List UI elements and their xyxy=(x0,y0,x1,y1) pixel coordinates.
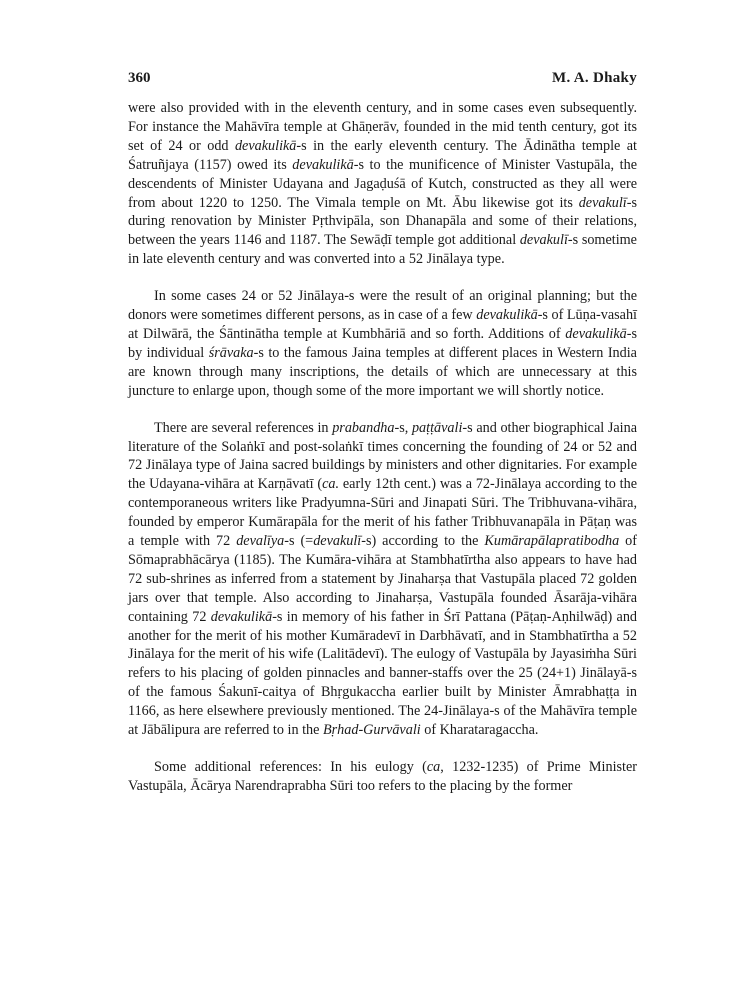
text-run: -s during renovation by Minister Pṛthvipāla, son Dhanapāla and some of their relations, between the years 1146 and 1187. The Sewāḍī temple got additional xyxy=(128,194,637,249)
text-run: In some cases 24 or 52 Jinālaya-s were the result of an original planning; but the donors were sometimes different persons, as in case of a few xyxy=(128,288,637,324)
text-run: -s (= xyxy=(284,533,314,550)
text-run: -s to the famous Jaina temples at different places in Western India are known through many inscriptions, the details of which are unnecessary at this juncture to enlarge upon, though some of the more important we will shortly notice. xyxy=(128,344,637,399)
italic-term: ca. xyxy=(322,476,340,493)
text-run: -s in memory of his father in Śrī Pattana (Pāṭaṇ-Aṇhilwāḍ) and another for the merit of his mother Kumāradevī in Darbhāvatī, and in Stambhatīrtha a 52 Jinālaya for the merit of his wife (Lalitādevī). The eulogy of Vastupāla by Jayasiṁha Sūri refers to his placing of golden pinnacles and banner-staffs over the 25 (24+1) Jinālayā-s of the famous Śakunī-caitya of Bhṛgukaccha earlier built by Minister Āmrabhaṭṭa in 1166, as here elsewhere previously mentioned. The 24-Jinālaya-s of the Mahāvīra temple at Jābālipura are referred to in the xyxy=(128,608,638,739)
italic-term: śrāvaka xyxy=(208,344,254,361)
italic-term: prabandha xyxy=(332,419,395,436)
italic-term: devakulī xyxy=(519,232,568,249)
italic-term: devakulikā xyxy=(292,156,354,173)
text-run: -s sometime in late eleventh century and was converted into a 52 Jinālaya type. xyxy=(128,232,637,268)
text-run: -s and other biographical Jaina literature of the Solaṅkī and post-solaṅkī times concerning the founding of 24 or 52 and 72 Jinālaya type of Jaina sacred buildings by ministers and other dignitaries. For example the Udayana-vihāra at Karṇāvatī ( xyxy=(128,419,637,493)
paragraph xyxy=(128,99,637,269)
italic-term: devakulikā xyxy=(234,137,297,154)
author-name: M. A. Dhaky xyxy=(552,70,637,86)
body-text xyxy=(128,99,637,796)
running-header xyxy=(128,70,637,90)
italic-term: paṭṭāvali xyxy=(411,419,463,436)
italic-term: ca xyxy=(426,759,441,775)
page-number: 360 xyxy=(128,70,151,86)
text-run: -s to the munificence of Minister Vastupāla, the descendents of Minister Udayana and Jagaḍuśā of Kutch, constructed as they all were from about 1220 to 1250. The Vimala temple on Mt. Ābu likewise got its xyxy=(128,156,637,211)
italic-term: devakulī xyxy=(578,194,627,211)
text-run: -s, xyxy=(394,419,412,436)
italic-term: Bṛhad-Gurvāvali xyxy=(322,722,421,739)
text-run: There are several references in xyxy=(154,419,333,436)
italic-term: devakulikā xyxy=(565,325,627,342)
italic-term: devakulikā xyxy=(210,608,273,625)
italic-term: devalīya xyxy=(236,533,285,550)
text-run: -s by individual xyxy=(128,325,637,361)
text-run: -s in the early eleventh century. The Ādinātha temple at Śatruñjaya (1157) owed its xyxy=(128,137,637,173)
text-run: of Kharataragaccha. xyxy=(420,722,539,739)
text-run: -s) according to the xyxy=(361,533,485,550)
text-run: early 12th cent.) was a 72-Jinālaya according to the contemporaneous writers like Pradyumna-Sūri and Jinapati Sūri. The Tribhuvana-vihāra, founded by emperor Kumārapāla for the merit of his father Tribhuvanapāla in Pāṭaṇ was a temple with 72 xyxy=(128,476,637,550)
paragraph xyxy=(128,419,637,740)
text-run: were also provided with in the eleventh century, and in some cases even subsequently. For instance the Mahāvīra temple at Ghāṇerāv, founded in the mid tenth century, got its set of 24 or odd xyxy=(128,100,637,154)
text-run: -s of Lūṇa-vasahī at Dilwārā, the Śāntinātha temple at Kumbhāriā and so forth. Additions of xyxy=(128,307,638,342)
italic-term: devakulikā xyxy=(476,307,538,324)
text-run: Some additional references: In his eulogy ( xyxy=(154,759,427,775)
text-run: , 1232-1235) of Prime Minister Vastupāla, Ācārya Narendraprabha Sūri too refers to the placing by the former xyxy=(128,759,638,794)
italic-term: devakulī xyxy=(313,533,362,550)
text-run: of Sōmaprabhācārya (1185). The Kumāra-vihāra at Stambhatīrtha also appears to have had 72 sub-shrines as inferred from a statement by Jinaharṣa that Vastupāla placed 72 golden jars over that temple. Also according to Jinaharṣa, Vastupāla founded Āsarāja-vihāra containing 72 xyxy=(128,533,637,625)
paragraph xyxy=(128,287,637,400)
paragraph xyxy=(128,758,637,796)
italic-term: Kumārapālapratibodha xyxy=(484,533,620,550)
